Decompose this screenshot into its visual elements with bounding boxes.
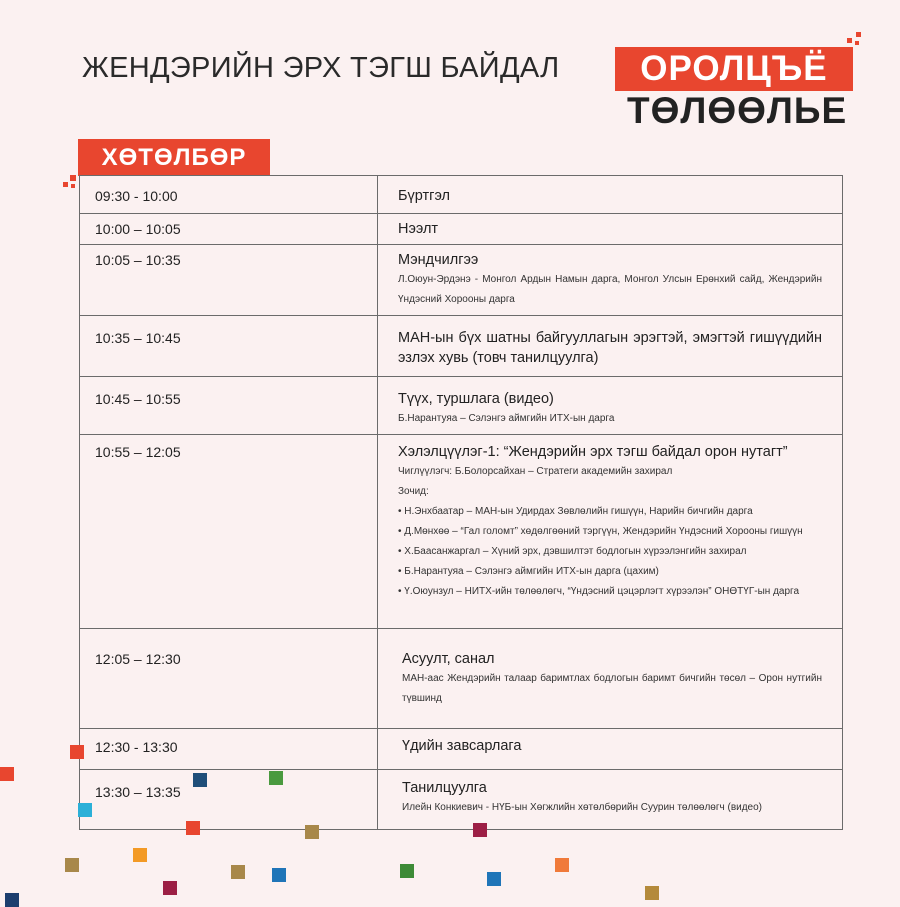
logo-pixel	[847, 38, 852, 43]
time-cell: 10:00 – 10:05	[80, 214, 378, 245]
confetti-square	[269, 771, 283, 785]
logo-top-text: ОРОЛЦЪЁ	[615, 47, 853, 91]
confetti-square	[70, 745, 84, 759]
table-row	[80, 176, 843, 214]
event-detail: МАН-аас Жендэрийн талаар баримтлах бодлогын баримт бичгийн төсөл – Орон нутгийн түвшинд	[402, 673, 822, 704]
logo-pixel	[856, 32, 861, 37]
event-cell	[378, 377, 843, 435]
event-cell	[378, 629, 843, 729]
table-row	[80, 729, 843, 770]
event-detail: Илейн Конкиевич - НҮБ-ын Хөгжлийн хөтөлбөрийн Суурин төлөөлөгч (видео)	[402, 802, 763, 813]
table-row	[80, 377, 843, 435]
event-cell	[378, 729, 843, 770]
table-row	[80, 316, 843, 377]
time-cell: 09:30 - 10:00	[80, 176, 378, 214]
confetti-square	[0, 767, 14, 781]
event-title: МАН-ын бүх шатны байгууллагын эрэгтэй, эмэгтэй гишүүдийн эзлэх хувь (товч танилцуулга)	[398, 330, 822, 366]
event-title: Нээлт	[398, 221, 439, 237]
confetti-square	[473, 823, 487, 837]
event-cell	[378, 316, 843, 377]
time-cell: 13:30 – 13:35	[80, 770, 378, 830]
guest-item: • Х.Баасанжаргал – Хүний эрх, дэвшилтэт бодлогын хүрээлэнгийн захирал	[398, 546, 747, 557]
confetti-square	[487, 872, 501, 886]
guests-label: Зочид:	[398, 486, 429, 497]
event-detail: Л.Оюун-Эрдэнэ - Монгол Ардын Намын дарга, Монгол Улсын Ерөнхий сайд, Жендэрийн Үндэсний Хорооны дарга	[398, 274, 822, 305]
event-title: Үдийн завсарлага	[402, 738, 522, 754]
event-title: Хэлэлцүүлэг-1: “Жендэрийн эрх тэгш байдал орон нутагт”	[398, 444, 788, 460]
event-cell	[378, 214, 843, 245]
event-title: Бүртгэл	[398, 188, 450, 204]
confetti-square	[400, 864, 414, 878]
banner-pixel	[63, 182, 68, 187]
table-row	[80, 435, 843, 629]
time-cell: 10:35 – 10:45	[80, 316, 378, 377]
confetti-square	[65, 858, 79, 872]
event-cell	[378, 435, 843, 629]
event-title: Түүх, туршлага (видео)	[398, 391, 554, 407]
time-cell: 10:55 – 12:05	[80, 435, 378, 629]
moderator: Чиглүүлэгч: Б.Болорсайхан – Стратеги академийн захирал	[398, 466, 673, 477]
confetti-square	[193, 773, 207, 787]
guest-item: • Ү.Оюунзул – НИТХ-ийн төлөөлөгч, “Үндэсний цэцэрлэгт хүрээлэн” ОНӨТҮГ-ын дарга	[398, 586, 800, 597]
time-cell: 10:45 – 10:55	[80, 377, 378, 435]
table-row	[80, 629, 843, 729]
confetti-square	[555, 858, 569, 872]
logo-bottom-text: ТӨЛӨӨЛЬЕ	[627, 90, 848, 131]
event-cell	[378, 245, 843, 316]
table-row	[80, 245, 843, 316]
event-title: Асуулт, санал	[402, 651, 495, 667]
program-banner: ХӨТӨЛБӨР	[78, 139, 270, 176]
confetti-square	[645, 886, 659, 900]
banner-pixel	[70, 175, 76, 181]
confetti-square	[163, 881, 177, 895]
confetti-square	[133, 848, 147, 862]
confetti-square	[272, 868, 286, 882]
time-cell: 12:30 - 13:30	[80, 729, 378, 770]
logo	[615, 32, 860, 132]
confetti-square	[305, 825, 319, 839]
schedule-table	[79, 175, 843, 830]
confetti-square	[231, 865, 245, 879]
event-title: Танилцуулга	[402, 780, 487, 796]
confetti-square	[78, 803, 92, 817]
event-cell	[378, 176, 843, 214]
guest-item: • Б.Нарантуяа – Сэлэнгэ аймгийн ИТХ-ын дарга (цахим)	[398, 566, 659, 577]
banner-pixel	[71, 184, 75, 188]
time-cell: 12:05 – 12:30	[80, 629, 378, 729]
guest-item: • Д.Мөнхөө – “Гал голомт” хөдөлгөөний тэргүүн, Жендэрийн Үндэсний Хорооны гишүүн	[398, 526, 803, 537]
event-detail: Б.Нарантуяа – Сэлэнгэ аймгийн ИТХ-ын дарга	[398, 413, 615, 424]
confetti-square	[5, 893, 19, 907]
event-cell	[378, 770, 843, 830]
time-cell: 10:05 – 10:35	[80, 245, 378, 316]
event-title: Мэндчилгээ	[398, 252, 479, 268]
page-title: ЖЕНДЭРИЙН ЭРХ ТЭГШ БАЙДАЛ	[82, 52, 560, 84]
guest-item: • Н.Энхбаатар – МАН-ын Удирдах Зөвлөлийн гишүүн, Нарийн бичгийн дарга	[398, 506, 753, 517]
logo-pixel	[855, 41, 859, 45]
confetti-square	[186, 821, 200, 835]
table-row	[80, 214, 843, 245]
